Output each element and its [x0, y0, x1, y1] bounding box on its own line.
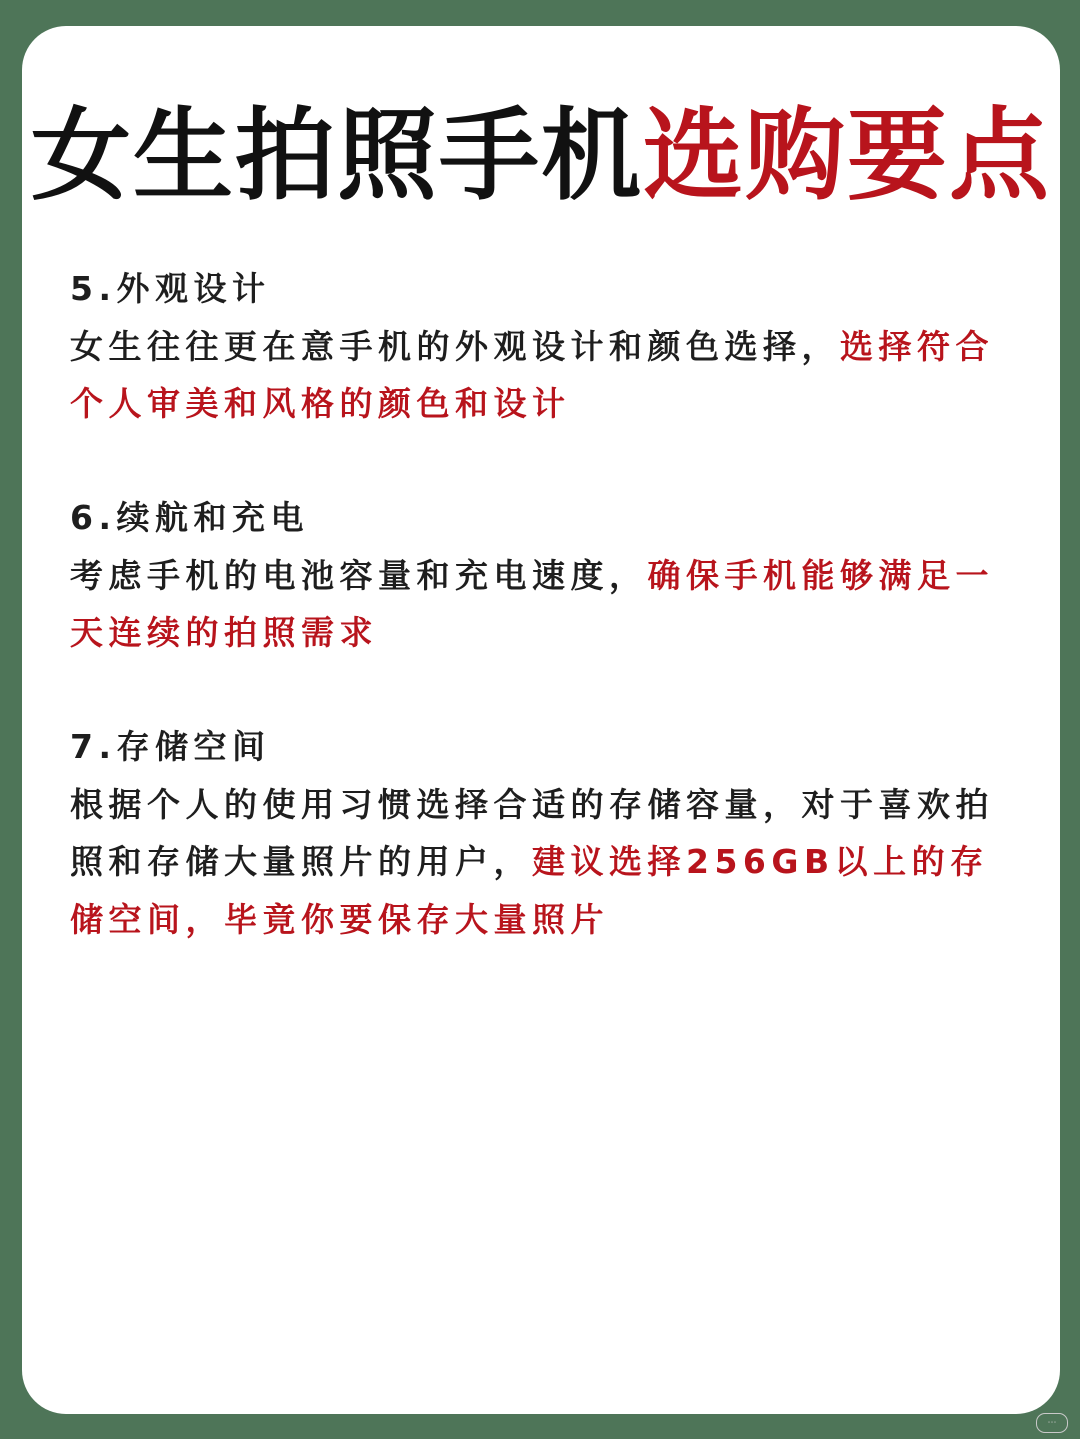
content-card	[22, 26, 1060, 1414]
section-highlight: 确保手机能够满足一天连续的拍照需求	[70, 555, 994, 652]
page-title	[22, 86, 1060, 226]
section-battery	[70, 489, 1005, 662]
section-body: 女生往往更在意手机的外观设计和颜色选择，	[70, 326, 840, 366]
section-highlight: 建议选择256GB以上的存储空间，毕竟你要保存大量照片	[70, 842, 989, 939]
section-body: 考虑手机的电池容量和充电速度，	[70, 555, 648, 595]
section-storage	[70, 718, 1005, 948]
section-highlight: 选择符合个人审美和风格的颜色和设计	[70, 326, 994, 423]
section-heading: 7.存储空间	[70, 727, 271, 766]
section-body: 根据个人的使用习惯选择合适的存储容量，对于喜欢拍照和存储大量照片的用户，	[70, 784, 994, 881]
watermark-logo: ⋯	[1036, 1413, 1068, 1433]
title-accent: 选购要点	[643, 97, 1051, 214]
section-appearance	[70, 260, 1005, 433]
section-heading: 5.外观设计	[70, 269, 271, 308]
section-heading: 6.续航和充电	[70, 498, 309, 537]
title-main: 女生拍照手机	[31, 97, 643, 214]
